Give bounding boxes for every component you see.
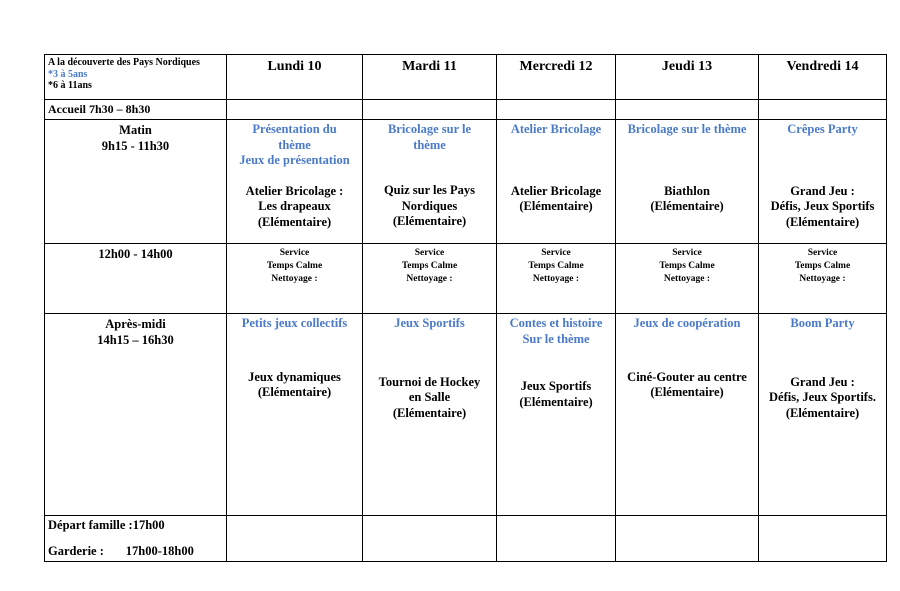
activity-detail <box>227 184 362 231</box>
activity-cell <box>497 120 616 244</box>
empty-cell <box>616 516 759 562</box>
theme-line: Sur le thème <box>522 331 590 346</box>
activity-cell <box>227 314 363 516</box>
midi-line: Nettoyage : <box>532 274 580 284</box>
activity-detail <box>616 184 758 215</box>
activity-detail <box>363 183 496 230</box>
detail-line: Quiz sur les Pays <box>383 183 476 197</box>
day-header: Jeudi 13 <box>616 55 759 100</box>
midi-lines <box>227 247 362 286</box>
age-group-big: *6 à 11ans <box>48 80 92 91</box>
activity-detail <box>616 370 758 401</box>
theme-line: Jeux de coopération <box>633 316 741 330</box>
midi-lines <box>759 247 886 286</box>
empty-cell <box>227 100 363 120</box>
theme-line: Petits jeux collectifs <box>241 316 348 330</box>
detail-line: Atelier Bricolage : <box>245 183 344 198</box>
empty-cell <box>759 100 887 120</box>
apresmidi-label: Après-midi <box>105 317 166 331</box>
detail-line: (Elémentaire) <box>392 405 467 420</box>
activity-cell <box>759 120 887 244</box>
accueil-label: Accueil 7h30 – 8h30 <box>45 100 227 120</box>
midi-line: Temps Calme <box>659 261 715 271</box>
detail-line: Nordiques <box>401 198 458 213</box>
detail-line: Défis, Jeux Sportifs. <box>769 390 876 404</box>
program-title-cell <box>45 55 227 100</box>
activity-theme <box>227 122 362 169</box>
program-title: A la découverte des Pays Nordiques <box>48 57 200 68</box>
activity-cell <box>497 314 616 516</box>
detail-line: Jeux dynamiques <box>248 369 341 384</box>
empty-cell <box>759 516 887 562</box>
empty-cell <box>497 100 616 120</box>
day-header: Mercredi 12 <box>497 55 616 100</box>
age-group-small: *3 à 5ans <box>48 68 88 80</box>
activity-theme <box>363 316 496 332</box>
midi-lines <box>363 247 496 286</box>
header-row <box>45 55 887 100</box>
theme-line: Contes et histoire <box>509 316 603 330</box>
activity-theme <box>497 316 615 347</box>
theme-line: thème <box>413 137 446 152</box>
activity-detail <box>497 184 615 215</box>
apresmidi-label-cell <box>45 314 227 516</box>
activity-theme <box>759 316 886 332</box>
matin-time: 9h15 - 11h30 <box>101 139 170 153</box>
midi-cell <box>497 244 616 314</box>
detail-line: Jeux Sportifs <box>520 379 592 393</box>
activity-theme <box>759 122 886 138</box>
midi-lines <box>497 247 615 286</box>
activity-cell <box>616 120 759 244</box>
midi-cell <box>227 244 363 314</box>
activity-theme <box>497 122 615 138</box>
midi-row <box>45 244 887 314</box>
theme-line: Crêpes Party <box>787 122 858 136</box>
activity-detail <box>759 375 886 422</box>
activity-theme <box>616 316 758 332</box>
empty-cell <box>227 516 363 562</box>
empty-cell <box>363 516 497 562</box>
midi-line: Temps Calme <box>528 261 584 271</box>
detail-line: (Elémentaire) <box>785 405 860 420</box>
midi-line: Service <box>279 248 310 258</box>
detail-line: Tournoi de Hockey <box>378 374 481 389</box>
midi-line: Service <box>414 248 445 258</box>
midi-line: Temps Calme <box>401 261 458 271</box>
empty-cell <box>363 100 497 120</box>
detail-line: (Elémentaire) <box>257 385 332 399</box>
midi-lines <box>616 247 758 286</box>
midi-line: Service <box>672 248 702 258</box>
activity-cell <box>759 314 887 516</box>
midi-cell <box>759 244 887 314</box>
detail-line: Défis, Jeux Sportifs <box>770 199 875 213</box>
matin-label: Matin <box>119 123 152 137</box>
detail-line: (Elémentaire) <box>785 214 860 229</box>
day-header: Mardi 11 <box>363 55 497 100</box>
detail-line: Atelier Bricolage <box>510 183 602 198</box>
midi-line: Temps Calme <box>794 261 851 271</box>
midi-line: Nettoyage : <box>271 274 318 284</box>
detail-line: (Elémentaire) <box>650 199 724 213</box>
midi-label: 12h00 - 14h00 <box>45 244 227 314</box>
detail-line: Les drapeaux <box>258 199 331 213</box>
midi-line: Service <box>807 248 838 258</box>
day-header: Lundi 10 <box>227 55 363 100</box>
activity-cell <box>363 120 497 244</box>
empty-cell <box>616 100 759 120</box>
detail-line: Grand Jeu : <box>790 183 855 198</box>
detail-line: (Elémentaire) <box>519 199 593 213</box>
detail-line: (Elémentaire) <box>392 214 467 228</box>
accueil-row <box>45 100 887 120</box>
garderie: Garderie : 17h00-18h00 <box>48 544 194 558</box>
detail-line: (Elémentaire) <box>650 385 724 399</box>
theme-line: Bricolage sur le <box>387 122 472 136</box>
theme-line: thème <box>278 137 311 152</box>
activity-cell <box>363 314 497 516</box>
depart-cell <box>45 516 227 562</box>
activity-detail <box>759 184 886 231</box>
detail-line: (Elémentaire) <box>257 214 332 229</box>
activity-detail <box>363 375 496 422</box>
midi-line: Service <box>541 248 571 258</box>
midi-cell <box>616 244 759 314</box>
theme-line: Boom Party <box>790 316 855 330</box>
apresmidi-time: 14h15 – 16h30 <box>97 333 174 347</box>
activity-cell <box>616 314 759 516</box>
empty-cell <box>497 516 616 562</box>
depart-famille: Départ famille :17h00 <box>48 518 165 532</box>
detail-line: Biathlon <box>664 183 710 198</box>
matin-label-cell <box>45 120 227 244</box>
activity-theme <box>363 122 496 153</box>
theme-line: Bricolage sur le thème <box>627 122 747 136</box>
depart-row <box>45 516 887 562</box>
theme-line: Jeux Sportifs <box>394 316 465 330</box>
activity-detail <box>497 379 615 410</box>
midi-line: Nettoyage : <box>663 274 711 284</box>
theme-line: Présentation du <box>252 122 337 136</box>
theme-line: Atelier Bricolage <box>510 122 602 136</box>
midi-cell <box>363 244 497 314</box>
activity-theme <box>227 316 362 332</box>
detail-line: Ciné-Gouter au centre <box>627 369 747 384</box>
detail-line: en Salle <box>408 390 451 404</box>
midi-line: Nettoyage : <box>406 274 453 284</box>
day-header: Vendredi 14 <box>759 55 887 100</box>
detail-line: (Elémentaire) <box>519 394 593 409</box>
matin-row <box>45 120 887 244</box>
activity-detail <box>227 370 362 401</box>
midi-line: Nettoyage : <box>799 274 846 284</box>
detail-line: Grand Jeu : <box>790 374 855 389</box>
activity-theme <box>616 122 758 138</box>
theme-line: Jeux de présentation <box>239 153 350 167</box>
apresmidi-row <box>45 314 887 516</box>
midi-line: Temps Calme <box>266 261 323 271</box>
schedule-table <box>44 54 887 562</box>
activity-cell <box>227 120 363 244</box>
